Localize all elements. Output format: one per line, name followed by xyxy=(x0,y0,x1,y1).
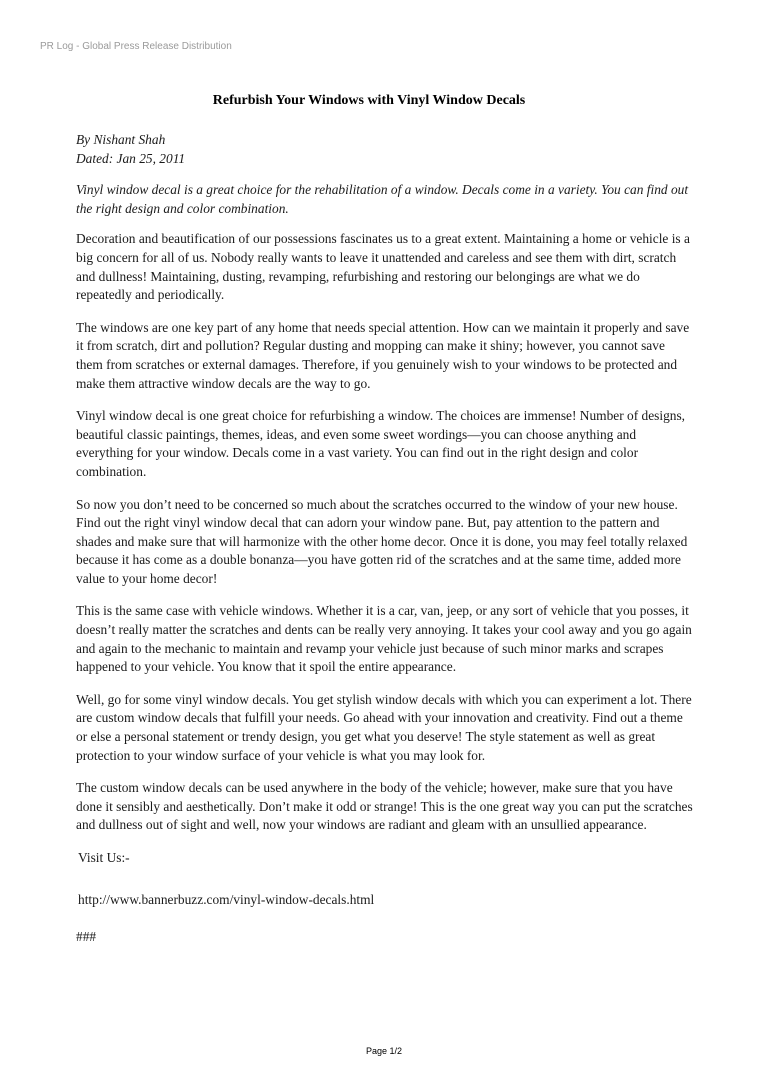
paragraph: The windows are one key part of any home that needs special attention. How can we maintain it properly and save it from scratch, dirt and pollution? Regular dusting and mopping can make it shiny; however, you cannot save them from scratches or external damages. Therefore, if you genuinely wish to your windows to be protected and make them attractive window decals are the way to go. xyxy=(76,319,690,391)
summary: Vinyl window decal is a great choice for the rehabilitation of a window. Decals come in a variety. You can find out the right design and color combination. xyxy=(76,182,689,216)
byline xyxy=(76,131,694,168)
paragraph: Decoration and beautification of our possessions fascinates us to a great extent. Maintaining a home or vehicle is a big concern for all of us. Nobody really wants to leave it unattended and careless and see them with dirt, scratch and dullness! Maintaining, dusting, revamping, refurbishing and restoring our belongings are what we do repeatedly and periodically. xyxy=(76,231,690,303)
article-body xyxy=(76,131,694,947)
end-mark: ### xyxy=(76,929,97,945)
paragraph: This is the same case with vehicle windows. Whether it is a car, van, jeep, or any sort of vehicle that you posses, it doesn’t really matter the scratches and dents can be really very annoying. It takes your cool away and you go again and again to the mechanic to maintain and revamp your vehicle just because of such minor marks and scrapes happened to your vehicle. You know that it spoil the entire appearance. xyxy=(76,603,692,675)
author: By Nishant Shah xyxy=(76,132,166,147)
paragraph: So now you don’t need to be concerned so much about the scratches occurred to the window of your new house. Find out the right vinyl window decal that can adorn your window pane. But, pay attention to the pattern and shades and make sure that will harmonize with the other home decor. Once it is done, you may feel totally relaxed because it has come as a double bonanza—you have gotten rid of the scratches and at the same time, added more value to your home decor! xyxy=(76,496,688,586)
date: Dated: Jan 25, 2011 xyxy=(76,150,186,166)
paragraph: Well, go for some vinyl window decals. You get stylish window decals with which you can experiment a lot. There are custom window decals that fulfill your needs. Go ahead with your innovation and creativity. Find out a theme or else a personal statement or trendy design, you get what you deserve! The style statement as well as great protection to your window surface of your vehicle is what you may look for. xyxy=(76,691,692,763)
article-title: Refurbish Your Windows with Vinyl Window Decals xyxy=(212,93,526,108)
paragraph: Vinyl window decal is one great choice for refurbishing a window. The choices are immense! Number of designs, beautiful classic paintings, themes, ideas, and even some sweet wordings—you can choose anything and everything for your window. Decals come in a vast variety. You can find out in the right design and color combination. xyxy=(76,408,686,479)
visit-label: Visit Us:- xyxy=(78,850,130,865)
press-release-source: PR Log - Global Press Release Distribution xyxy=(40,41,232,52)
website-link[interactable]: http://www.bannerbuzz.com/vinyl-window-decals.html xyxy=(78,891,375,907)
page-number: Page 1/2 xyxy=(365,1046,403,1056)
paragraph: The custom window decals can be used anywhere in the body of the vehicle; however, make sure that you have done it sensibly and aesthetically. Don’t make it odd or strange! This is the one great way you can put the scratches and dullness out of sight and well, now your windows are radiant and gleam with an unsullied appearance. xyxy=(76,780,693,833)
